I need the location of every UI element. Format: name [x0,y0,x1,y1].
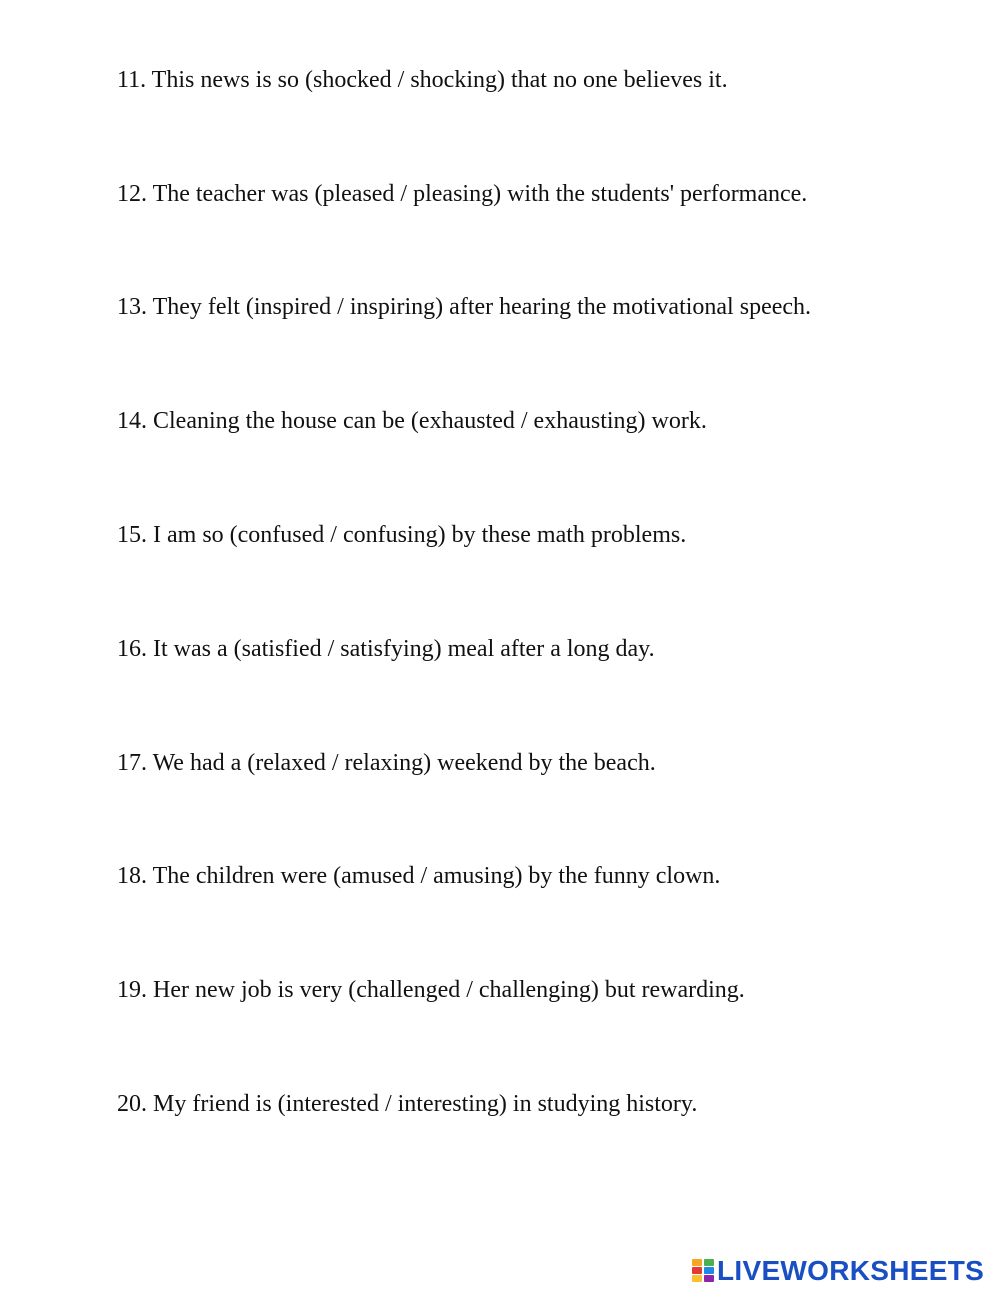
question-20: 20. My friend is (interested / interesting) in studying history. [117,1091,698,1117]
question-12: 12. The teacher was (pleased / pleasing) with the students' performance. [117,181,808,207]
question-11: 11. This news is so (shocked / shocking) that no one believes it. [117,67,728,93]
liveworksheets-branding [692,1254,984,1288]
liveworksheets-blocks-icon [692,1259,714,1283]
question-13: 13. They felt (inspired / inspiring) after hearing the motivational speech. [117,294,812,320]
question-18: 18. The children were (amused / amusing) by the funny clown. [117,863,721,889]
question-15: 15. I am so (confused / confusing) by these math problems. [117,522,687,548]
question-19: 19. Her new job is very (challenged / challenging) but rewarding. [117,977,745,1003]
question-17: 17. We had a (relaxed / relaxing) weekend by the beach. [117,750,656,776]
question-14: 14. Cleaning the house can be (exhausted / exhausting) work. [117,408,707,434]
question-16: 16. It was a (satisfied / satisfying) meal after a long day. [117,636,655,662]
brand-name: LIVEWORKSHEETS [717,1255,985,1286]
